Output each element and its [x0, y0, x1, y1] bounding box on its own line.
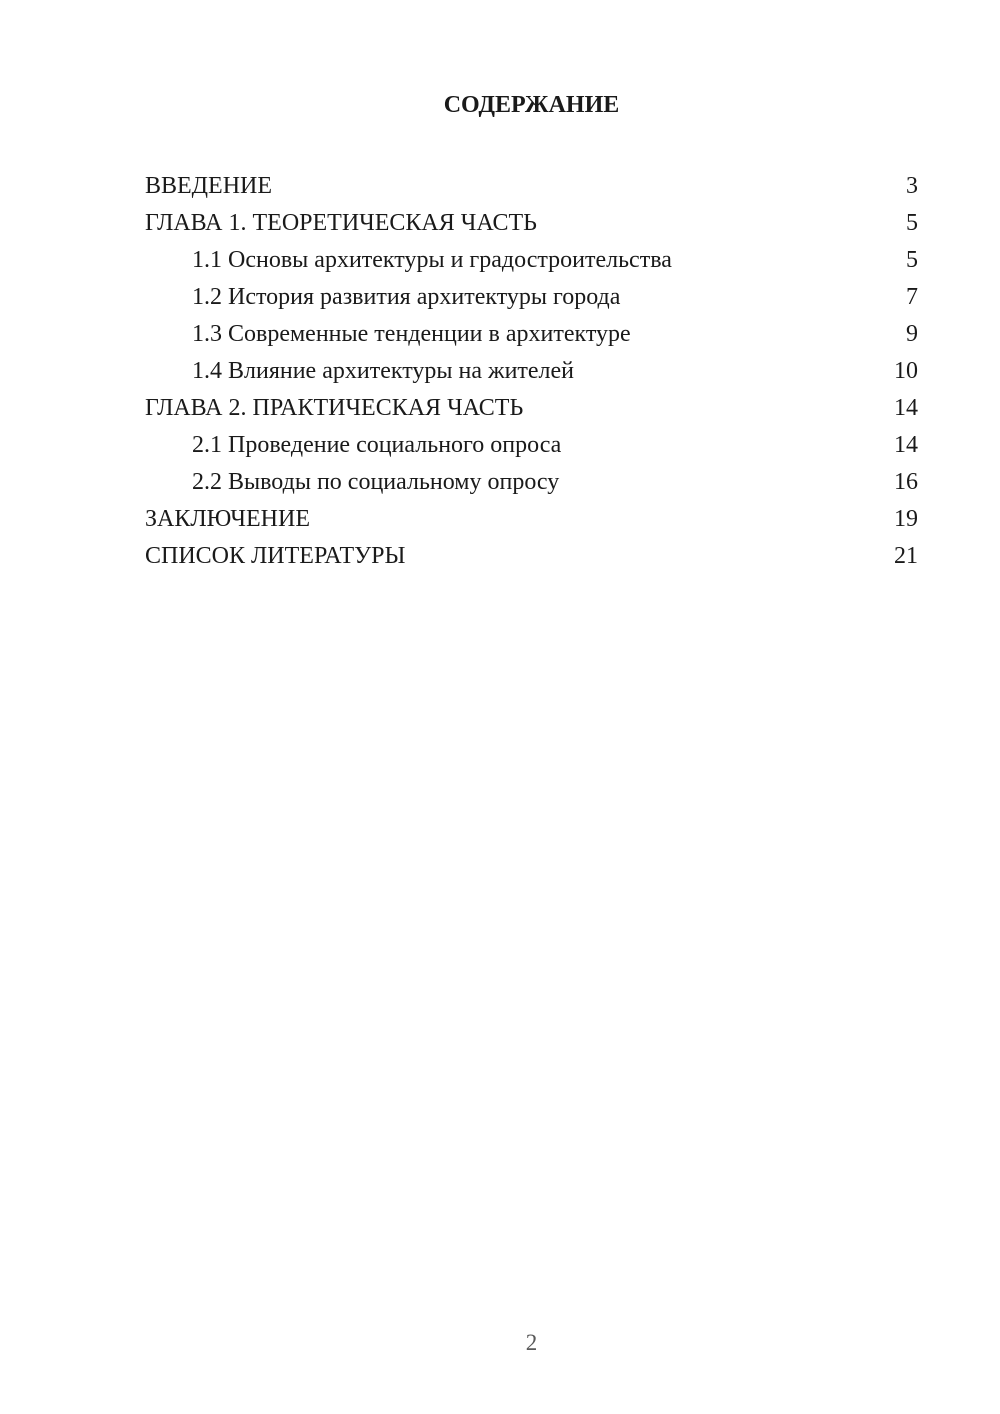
toc-entry-label: 1.3 Современные тенденции в архитектуре	[192, 321, 631, 347]
toc-row-zaklyuchenie	[145, 501, 918, 538]
toc-entry-page: 9	[906, 321, 918, 347]
page-title: СОДЕРЖАНИЕ	[443, 92, 620, 118]
toc-entry-page: 16	[894, 469, 918, 495]
toc-entry-page: 14	[894, 395, 918, 421]
toc-entry-page: 19	[894, 506, 918, 532]
toc-entry-label: 2.2 Выводы по социальному опросу	[192, 469, 560, 495]
toc-entry-label: 2.1 Проведение социального опроса	[192, 432, 562, 458]
toc-entry-page: 10	[894, 358, 918, 384]
toc-entry-page: 3	[906, 173, 918, 199]
toc-row-glava-2	[145, 390, 918, 427]
table-of-contents	[145, 168, 918, 575]
toc-entry-label: ВВЕДЕНИЕ	[145, 173, 273, 199]
toc-row-1-1	[145, 242, 918, 279]
toc-entry-label: ГЛАВА 1. ТЕОРЕТИЧЕСКАЯ ЧАСТЬ	[145, 210, 537, 236]
toc-entry-page: 21	[894, 543, 918, 569]
toc-row-1-2	[145, 279, 918, 316]
toc-entry-page: 5	[906, 247, 918, 273]
toc-row-1-3	[145, 316, 918, 353]
toc-entry-label: ГЛАВА 2. ПРАКТИЧЕСКАЯ ЧАСТЬ	[145, 395, 524, 421]
toc-entry-label: ЗАКЛЮЧЕНИЕ	[145, 506, 310, 532]
toc-entry-label: 1.2 История развития архитектуры города	[192, 284, 621, 310]
toc-entry-page: 5	[906, 210, 918, 236]
toc-entry-page: 14	[894, 432, 918, 458]
toc-entry-page: 7	[906, 284, 918, 310]
toc-row-spisok-literatury	[145, 538, 918, 575]
page-number-footer: 2	[525, 1330, 538, 1355]
toc-row-glava-1	[145, 205, 918, 242]
toc-entry-label: 1.1 Основы архитектуры и градостроительства	[192, 247, 672, 273]
toc-row-vvedenie	[145, 168, 918, 205]
toc-row-2-1	[145, 427, 918, 464]
toc-entry-label: СПИСОК ЛИТЕРАТУРЫ	[145, 543, 406, 569]
toc-entry-label: 1.4 Влияние архитектуры на жителей	[192, 358, 575, 384]
toc-row-2-2	[145, 464, 918, 501]
toc-row-1-4	[145, 353, 918, 390]
